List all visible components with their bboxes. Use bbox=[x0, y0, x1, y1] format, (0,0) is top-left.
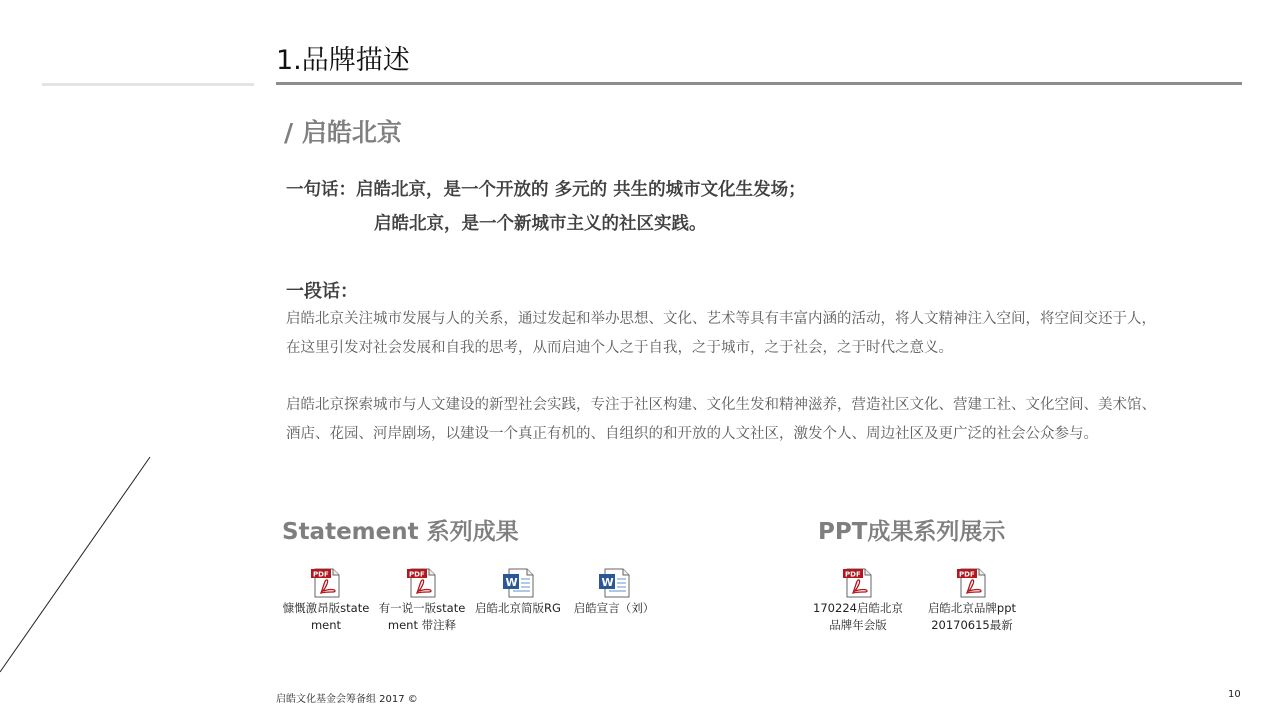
file-label: 有一说一版statement 带注释 bbox=[378, 601, 466, 632]
word-file-icon bbox=[501, 567, 535, 599]
file-label: 启皓北京简版RG bbox=[475, 601, 561, 615]
svg-text:PDF: PDF bbox=[313, 570, 329, 579]
file-icon-statement-annotated[interactable] bbox=[376, 567, 468, 634]
file-label: 慷慨激昂版statement bbox=[282, 601, 370, 632]
svg-text:W: W bbox=[505, 576, 518, 589]
pdf-file-icon bbox=[309, 567, 343, 599]
footer-copyright: 启皓文化基金会筹备组 2017 © bbox=[276, 694, 418, 705]
title-underline-rule bbox=[276, 82, 1242, 85]
file-icon-manifesto[interactable] bbox=[568, 567, 660, 617]
svg-text:W: W bbox=[601, 576, 614, 589]
page-number: 10 bbox=[1228, 689, 1241, 700]
file-icon-brand-ppt-latest[interactable] bbox=[926, 567, 1018, 634]
file-icon-annual-meeting[interactable] bbox=[812, 567, 904, 634]
one-sentence-line-2: 启皓北京，是一个新城市主义的社区实践。 bbox=[374, 214, 707, 234]
one-sentence-line-1: 一句话：启皓北京，是一个开放的 多元的 共生的城市文化生发场； bbox=[286, 180, 806, 200]
file-label: 启皓宣言（刘） bbox=[573, 601, 655, 615]
left-divider-rule bbox=[42, 83, 254, 86]
section-subtitle: / 启皓北京 bbox=[284, 118, 402, 147]
statement-section-heading: Statement 系列成果 bbox=[282, 519, 519, 545]
description-paragraph-1: 启皓北京关注城市发展与人的关系，通过发起和举办思想、文化、艺术等具有丰富内涵的活动，将人文精神注入空间，将空间交还于人，在这里引发对社会发展和自我的思考，从而启迪个人之于自我，之于城市，之于社会，之于时代之意义。 bbox=[286, 311, 1156, 356]
decorative-diagonal-line bbox=[0, 450, 160, 680]
file-label: 启皓北京品牌ppt 20170615最新 bbox=[927, 601, 1017, 632]
svg-text:PDF: PDF bbox=[959, 570, 975, 579]
file-icon-statement-passionate[interactable] bbox=[280, 567, 372, 634]
file-label: 170224启皓北京品牌年会版 bbox=[813, 601, 903, 632]
slide-title: 1.品牌描述 bbox=[276, 45, 410, 76]
pdf-file-icon bbox=[955, 567, 989, 599]
ppt-section-heading: PPT成果系列展示 bbox=[818, 519, 1006, 545]
word-file-icon bbox=[597, 567, 631, 599]
file-icon-brief-rg[interactable] bbox=[472, 567, 564, 617]
pdf-file-icon bbox=[841, 567, 875, 599]
svg-text:PDF: PDF bbox=[409, 570, 425, 579]
description-paragraph-2: 启皓北京探索城市与人文建设的新型社会实践，专注于社区构建、文化生发和精神滋养，营造社区文化、营建工社、文化空间、美术馆、酒店、花园、河岸剧场，以建设一个真正有机的、自组织的和开放的人文社区，激发个人、周边社区及更广泛的社会公众参与。 bbox=[286, 397, 1156, 442]
pdf-file-icon bbox=[405, 567, 439, 599]
paragraph-heading: 一段话： bbox=[286, 281, 358, 302]
svg-text:PDF: PDF bbox=[845, 570, 861, 579]
